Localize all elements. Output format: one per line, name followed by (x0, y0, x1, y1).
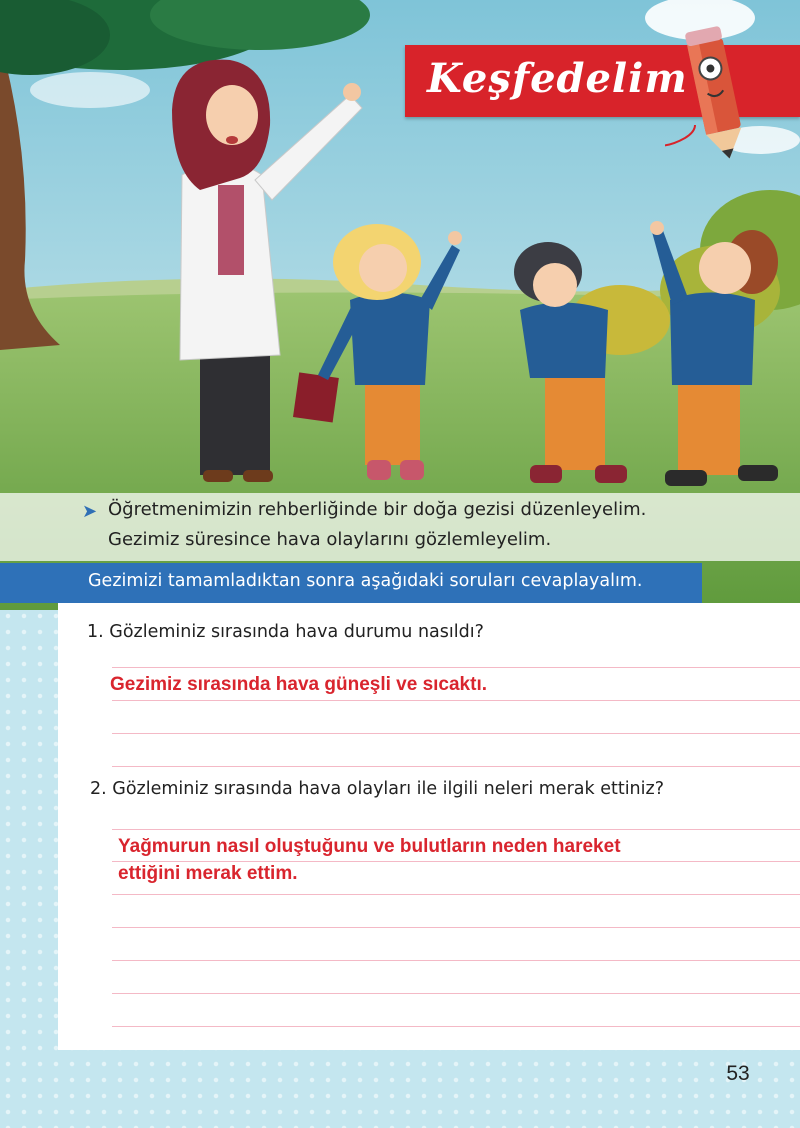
ruled-line (112, 894, 800, 895)
ruled-line (112, 927, 800, 928)
ruled-line (112, 700, 800, 701)
question-2: 2. Gözleminiz sırasında hava olayları ile ilgili neleri merak ettiniz? (90, 779, 664, 799)
ruled-line (112, 667, 800, 668)
answer-1: Gezimiz sırasında hava güneşli ve sıcaktı. (110, 674, 488, 695)
intro-line-2: Gezimiz süresince hava olaylarını gözlemleyelim. (108, 529, 552, 550)
answer-2-line-1: Yağmurun nasıl oluştuğunu ve bulutların neden hareket (118, 836, 621, 857)
instruction-text: Gezimizi tamamladıktan sonra aşağıdaki soruları cevaplayalım. (88, 571, 643, 591)
ruled-line (112, 733, 800, 734)
ruled-line (112, 960, 800, 961)
ruled-line (112, 993, 800, 994)
instruction-bar (0, 563, 702, 603)
intro-box (0, 493, 800, 561)
pencil-mascot-icon (665, 20, 765, 160)
intro-line-1: Öğretmenimizin rehberliğinde bir doğa gezisi düzenleyelim. (108, 499, 647, 520)
ruled-line (112, 1026, 800, 1027)
question-1: 1. Gözleminiz sırasında hava durumu nasıldı? (87, 622, 484, 642)
arrow-bullet-icon: ➤ (82, 501, 98, 522)
ruled-line (112, 829, 800, 830)
section-title: Keşfedelim (427, 55, 688, 102)
answer-2-line-2: ettiğini merak ettim. (118, 863, 298, 884)
ruled-line (112, 766, 800, 767)
page-number: 53 (726, 1062, 750, 1085)
